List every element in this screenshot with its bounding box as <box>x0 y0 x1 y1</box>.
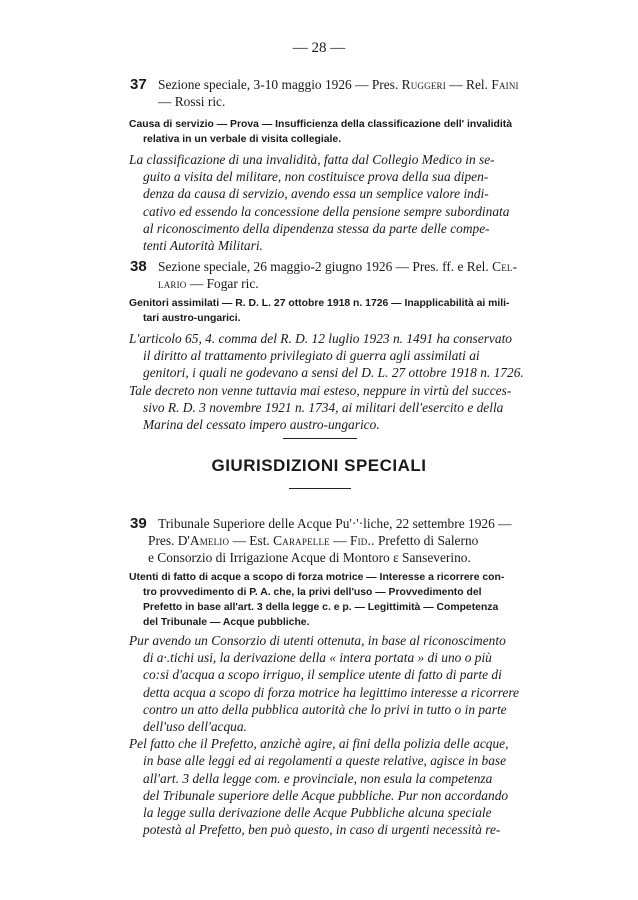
entry-39-header <box>131 515 571 566</box>
section-title: GIURISDIZIONI SPECIALI <box>211 456 427 475</box>
entry-header-line: Pres. D'Amelio — Est. Carapelle — Fid.. Prefetto di Salerno <box>148 533 479 548</box>
section-divider-top <box>283 438 357 439</box>
page-number: — 28 — <box>292 40 346 56</box>
entry-header-line: e Consorzio di Irrigazione Acque di Montoro ε Sanseverino. <box>148 550 471 565</box>
entry-37-heading: Causa di servizio — Prova — Insufficienza della classificazione dell' invalidità relativa in un verbale di visita collegiale. <box>129 119 513 145</box>
entry-38-header <box>131 258 571 292</box>
section-divider-bottom <box>289 488 351 489</box>
entry-39-text: Pur avendo un Consorzio di utenti ottenuta, in base al riconoscimento di a·.tichi usi, la derivazione della « intera portata » di uno o più co:si d'acqua a scopo irriguo, il semplice utente di fatto di parte di detta acqua a scopo di forza motrice ha legittimo interesse a ricorrere contro un atto della pubblica autorità che lo privi in tutto o in parte dell'uso dell'acqua. Pel fatto che il Prefetto, anzichè agire, ai fini della polizia delle acque, in base alle leggi ed ai regolamenti a queste relative, agisce in base all'art. 3 della legge com. e provinciale, non esula la competenza del Tribunale superiore delle Acque pubbliche. Pur non accordando la legge sulla derivazione delle Acque Pubbliche alcuna speciale potestà al Prefetto, ben può questo, in caso di urgenti necessità re- <box>129 633 520 838</box>
entry-37-text: La classificazione di una invalidità, fatta dal Collegio Medico in se- guito a visita del militare, non costituisce prova della sua dipen- denza da causa di servizio, avendo essa un semplice valore indi- cativo ed essendo la concessione della pensione sempre subordinata al riconoscimento della dipendenza stessa da parte delle compe- tenti Autorità Militari. <box>129 152 510 254</box>
entry-38-heading: Genitori assimilati — R. D. L. 27 ottobre 1918 n. 1726 — Inapplicabilità ai mili- tari austro-ungarici. <box>129 298 510 324</box>
entry-number: 38 <box>130 258 147 275</box>
entry-header-line: — Rossi ric. <box>158 94 226 109</box>
entry-39-heading: Utenti di fatto di acque a scopo di forza motrice — Interesse a ricorrere con- tro provvedimento di P. A. che, la privi dell'uso — Provvedimento del Prefetto in base all'art. 3 della legge c. e p. — Legittimità — Competenza del Tribunale — Acque pubbliche. <box>129 572 505 628</box>
entry-header-line: Sezione speciale, 3-10 maggio 1926 — Pres. Ruggeri — Rel. Faini <box>158 77 519 92</box>
entry-38-text: L'articolo 65, 4. comma del R. D. 12 luglio 1923 n. 1491 ha conservato il diritto al trattamento privilegiato di guerra agli assimilati ai genitori, i quali ne godevano a sensi del D. L. 27 ottobre 1918 n. 1726. Tale decreto non venne tuttavia mai esteso, neppure in virtù del succes- sivo R. D. 3 novembre 1921 n. 1734, ai militari dell'esercito e della Marina del cessato impero austro-ungarico. <box>129 331 524 433</box>
entry-37-header <box>131 76 571 110</box>
entry-header-line: lario — Fogar ric. <box>158 276 259 291</box>
entry-number: 39 <box>130 515 147 532</box>
entry-header-line: Sezione speciale, 26 maggio-2 giugno 1926 — Pres. ff. e Rel. Cel- <box>158 259 518 274</box>
entry-header-line: Tribunale Superiore delle Acque Pu'·'·liche, 22 settembre 1926 — <box>158 516 512 531</box>
entry-number: 37 <box>130 76 147 93</box>
